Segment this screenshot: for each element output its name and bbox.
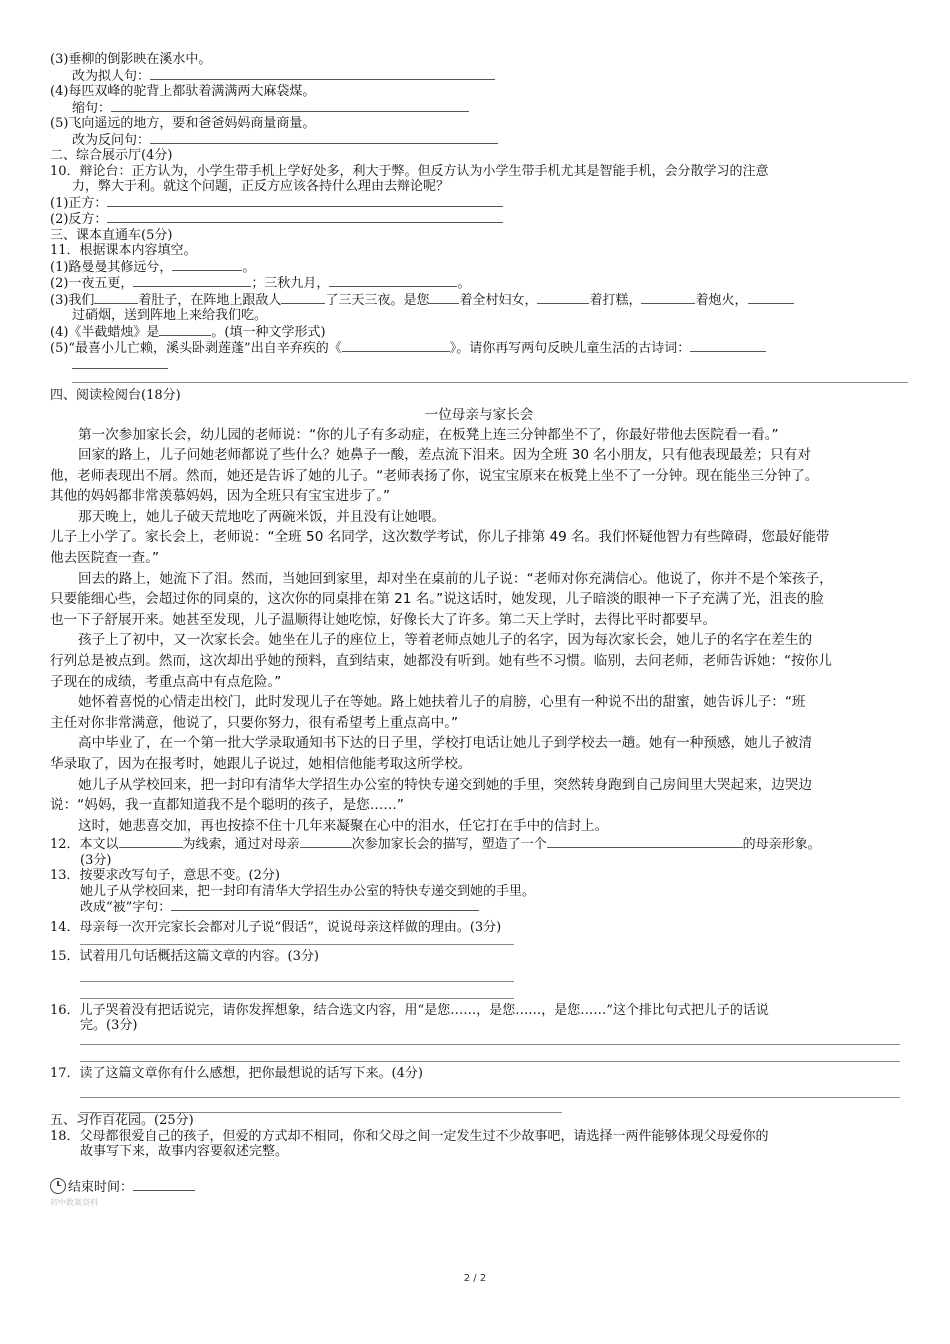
answer-blank[interactable] — [300, 836, 352, 848]
answer-blank[interactable] — [172, 259, 242, 271]
q3-task: 改为拟人句： — [50, 68, 908, 85]
fill-line-5: (5)“最喜小儿亡赖，溪头卧剥莲蓬”出自辛弃疾的《 》。请你再写两句反映儿童生活的古诗词： — [50, 340, 908, 357]
q16-line2: 完。(3分) — [80, 1018, 138, 1034]
q4-task: 缩句： — [50, 100, 908, 117]
answer-blank[interactable] — [119, 836, 183, 848]
answer-blank[interactable] — [94, 292, 138, 304]
end-time-label: 结束时间： — [68, 1179, 134, 1195]
fill-line-3: (3)我们 着肚子，在阵地上跟敌人 了三天三夜。是您 着全村妇女， 着打糕， 着炮火， — [50, 292, 908, 309]
poem-answer-line-2[interactable] — [72, 372, 908, 383]
article-line: 这时，她悲喜交加，再也按捺不住十几年来凝聚在心中的泪水，任它打在手中的信封上。 — [78, 817, 609, 834]
q12-line: 12．本文以 为线索，通过对母亲 次参加家长会的描写，塑造了一个 的母亲形象。 — [50, 837, 821, 853]
article-line: 只要能细心些，会超过你的同桌的，这次你的同桌排在第 21 名。”说这话时，她发现，儿子暗淡的眼神一下子充满了光，沮丧的脸 — [50, 591, 824, 608]
exam-page — [50, 52, 908, 1208]
answer-blank[interactable] — [429, 292, 459, 304]
q14-prompt: 14．母亲每一次开完家长会都对儿子说“假话”，说说母亲这样做的理由。(3分) — [50, 919, 502, 935]
watermark: 初中教案资料 — [50, 1198, 98, 1208]
con-line: (2)反方： — [50, 211, 908, 228]
article-line: 华录取了，因为在报考时，她跟儿子说过，她相信他能考取这所学校。 — [50, 756, 472, 772]
answer-blank[interactable] — [342, 340, 450, 352]
article-body — [50, 425, 908, 837]
q18-line2: 故事写下来，故事内容要叙述完整。 — [80, 1144, 289, 1160]
answer-blank[interactable] — [329, 275, 457, 287]
answer-blank[interactable] — [133, 275, 251, 287]
q10-line2: 力，弊大于利。就这个问题，正反方应该各持什么理由去辩论呢？ — [72, 179, 450, 194]
q17-answer-line[interactable] — [80, 1081, 900, 1098]
q17-prompt: 17．读了这篇文章你有什么感想，把你最想说的话写下来。(4分) — [50, 1065, 423, 1081]
article-line: 回家的路上，儿子问她老师都说了些什么？她鼻子一酸，差点流下泪来。因为全班 30 名小朋友，只有他表现最差；只有对 — [78, 447, 811, 464]
poem-answer-line[interactable] — [50, 357, 908, 372]
q13-prompt: 13．按要求改写句子，意思不变。(2分) — [50, 868, 280, 884]
answer-blank[interactable] — [107, 211, 503, 223]
article-line: 她儿子从学校回来，把一封印有清华大学招生办公室的特快专递交到她的手里，突然转身跑到自己房间里大哭起来，边哭边 — [78, 776, 813, 793]
article-line: 说：“妈妈，我一直都知道我不是个聪明的孩子，是您……” — [50, 797, 404, 814]
article-line: 第一次参加家长会，幼儿园的老师说：“你的儿子有多动症，在板凳上连三分钟都坐不了，你最好带他去医院看一看。” — [78, 426, 779, 443]
q15-prompt: 15．试着用几句话概括这篇文章的内容。(3分) — [50, 949, 319, 965]
article-title: 一位母亲与家长会 — [424, 406, 534, 423]
q16-line1: 16．儿子哭着没有把话说完，请你发挥想象，结合选文内容，用“是您……，是您……，是您……”这个排比句式把儿子的话说 — [50, 1002, 769, 1018]
q4-text: (4)每匹双峰的驼背上都驮着满满两大麻袋煤。 — [50, 84, 316, 99]
q12-score: (3分) — [80, 852, 112, 868]
section-2-heading: 二、综合展示厅(4分) — [50, 148, 173, 163]
article-line: 那天晚上，她儿子破天荒地吃了两碗米饭，并且没有让她喂。 — [78, 508, 446, 525]
q14-answer-line[interactable] — [80, 935, 514, 945]
article-line: 孩子上了初中，又一次家长会。她坐在儿子的座位上，等着老师点她儿子的名字，因为每次家长会，她儿子的名字在差生的 — [78, 632, 813, 649]
q13-sentence: 她儿子从学校回来，把一封印有清华大学招生办公室的特快专递交到她的手里。 — [80, 883, 536, 899]
answer-blank[interactable] — [150, 68, 495, 80]
answer-blank[interactable] — [111, 100, 469, 112]
article-line: 行列总是被点到。然而，这次却出乎她的预料，直到结束，她都没有听到。她有些不习惯。临别，去问老师，老师告诉她：“按你儿 — [50, 653, 832, 670]
article-line: 她怀着喜悦的心情走出校门，此时发现儿子在等她。路上她扶着儿子的肩膀，心里有一种说不出的甜蜜，她告诉儿子：“班 — [78, 694, 806, 711]
section-4-heading: 四、阅读检阅台(18分) — [50, 387, 181, 403]
q3-text: (3)垂柳的倒影映在溪水中。 — [50, 52, 212, 67]
article-line: 他，老师表现出不屑。然而，她还是告诉了她的儿子。“老师表扬了你，说宝宝原来在板凳上坐不了一分钟。现在能坐三分钟了。 — [50, 467, 819, 484]
answer-blank[interactable] — [171, 899, 479, 911]
q15-answer-line[interactable] — [80, 965, 514, 982]
q13-task: 改成“被”字句： — [50, 899, 908, 916]
clock-icon — [50, 1178, 66, 1194]
article-line: 子现在的成绩，考重点高中有点危险。” — [50, 673, 282, 690]
article-line: 他去医院查一查。” — [50, 550, 159, 567]
article-line: 回去的路上，她流下了泪。然而，当她回到家里，却对坐在桌前的儿子说：“老师对你充满信心。他说了，你并不是个笨孩子， — [78, 570, 833, 587]
pro-line: (1)正方： — [50, 195, 908, 212]
article-line: 高中毕业了，在一个第一批大学录取通知书下达的日子里，学校打电话让她儿子到学校去一趟。她有一种预感，她儿子被清 — [78, 735, 813, 752]
article-line: 也一下子舒展开来。她甚至发现，儿子温顺得让她吃惊，好像长大了许多。第二天上学时，去得比平时都要早。 — [50, 611, 717, 628]
answer-blank[interactable] — [159, 324, 211, 336]
fill-line-2: (2)一夜五更， ；三秋九月， 。 — [50, 276, 471, 291]
answer-blank[interactable] — [690, 340, 766, 352]
answer-blank[interactable] — [537, 292, 589, 304]
q16-answer-line-2[interactable] — [80, 1045, 900, 1062]
answer-blank[interactable] — [150, 132, 498, 144]
fill-line-1: (1)路曼曼其修远兮， 。 — [50, 259, 256, 275]
page-number: 2 / 2 — [463, 1273, 487, 1284]
article-line: 其他的妈妈都非常羡慕妈妈，因为全班只有宝宝进步了。” — [50, 488, 391, 505]
q17-answer-line-2[interactable] — [80, 1098, 562, 1113]
answer-blank[interactable] — [547, 836, 743, 848]
fill-line-4: (4)《半截蜡烛》是 。(填一种文学形式) — [50, 324, 326, 340]
end-time-row — [50, 1178, 908, 1196]
answer-blank[interactable] — [281, 292, 325, 304]
q16-answer-line[interactable] — [80, 1034, 900, 1045]
fill-line-3b: 过硝烟，送到阵地上来给我们吃。 — [72, 308, 268, 323]
q5-text: (5)飞向遥远的地方，要和爸爸妈妈商量商量。 — [50, 116, 316, 131]
answer-blank[interactable] — [107, 195, 503, 207]
section-5-heading: 五、习作百花园。(25分) — [50, 1113, 194, 1129]
answer-blank[interactable] — [748, 292, 794, 304]
q10-line1: 10．辩论台：正方认为，小学生带手机上学好处多，利大于弊。但反方认为小学生带手机尤其是智能手机，会分散学习的注意 — [50, 163, 769, 179]
end-time-blank[interactable] — [133, 1179, 195, 1191]
q11-prompt: 11．根据课本内容填空。 — [50, 243, 197, 258]
q15-answer-line-2[interactable] — [80, 982, 514, 999]
answer-blank[interactable] — [641, 292, 695, 304]
article-line: 主任对你非常满意，他说了，只要你努力，很有希望考上重点高中。” — [50, 714, 459, 731]
article-line: 儿子上小学了。家长会上，老师说：“全班 50 名同学，这次数学考试，你儿子排第 49 名。我们怀疑他智力有些障碍，您最好能带 — [50, 529, 830, 546]
section-3-heading: 三、课本直通车(5分) — [50, 227, 173, 243]
q18-line1: 18．父母都很爱自己的孩子，但爱的方式却不相同，你和父母之间一定发生过不少故事吧，请选择一两件能够体现父母爱你的 — [50, 1128, 769, 1144]
q5-task: 改为反问句： — [50, 132, 908, 149]
